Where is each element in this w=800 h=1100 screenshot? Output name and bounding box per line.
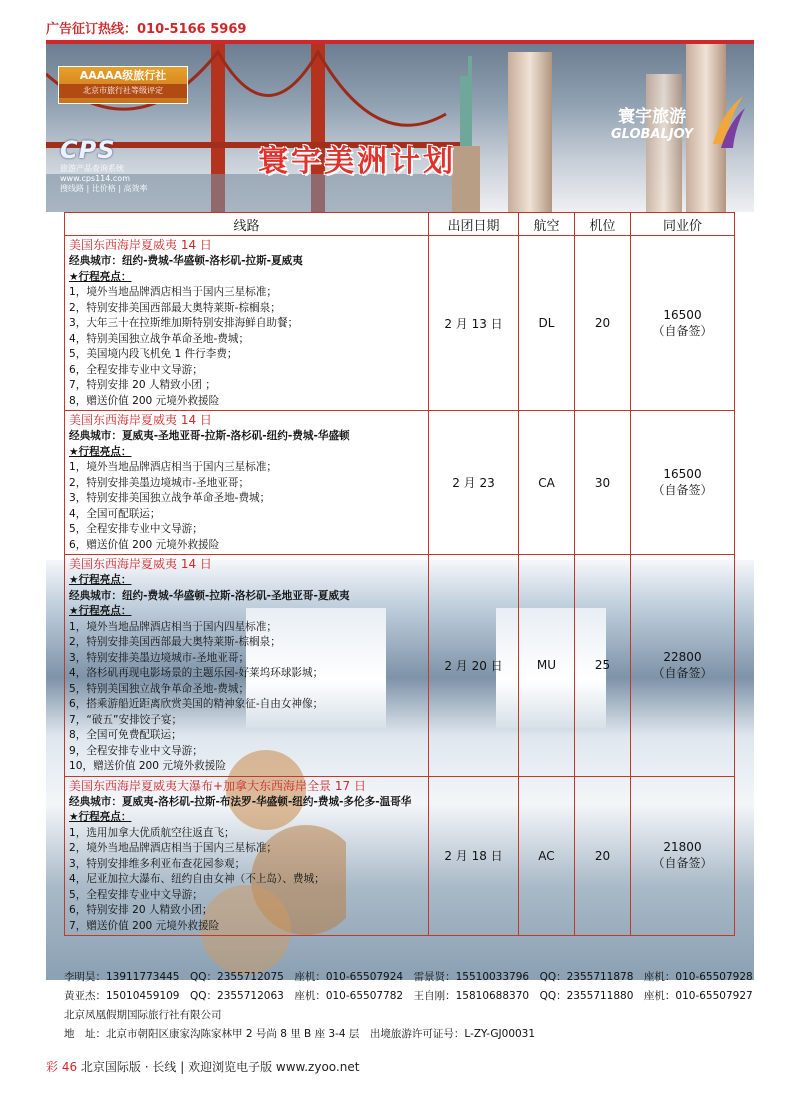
badge-rating: AAAAA级旅行社 — [79, 69, 167, 82]
date-cell: 2 月 20 日 — [429, 555, 519, 777]
seats-cell: 20 — [575, 776, 631, 936]
date-cell: 2 月 18 日 — [429, 776, 519, 936]
visa-note: （自备签） — [652, 665, 713, 680]
date-cell: 2 月 13 日 — [429, 236, 519, 411]
brand-name-cn: 寰宇旅游 — [618, 107, 687, 127]
visa-note: （自备签） — [652, 856, 713, 871]
table-row — [65, 776, 735, 936]
route-cell — [65, 776, 429, 936]
highlight-item: 4，尼亚加拉大瀑布、纽约自由女神（不上岛）、费城； — [69, 873, 325, 885]
price-cell — [631, 776, 735, 936]
highlight-item: 1，境外当地品牌酒店相当于国内四星标准； — [69, 620, 278, 633]
route-cell — [65, 236, 429, 411]
highlights-label: ★行程亮点： — [69, 811, 132, 823]
table-row — [65, 411, 735, 555]
statue-of-liberty-graphic — [446, 56, 486, 212]
airline-cell: MU — [519, 555, 575, 777]
seats-cell: 25 — [575, 555, 631, 777]
brand-name-en: GLOBALJOY — [611, 127, 694, 142]
highlight-item: 8，赠送价值 200 元境外救援险 — [69, 394, 220, 407]
highlight-item: 3，特别安排美国独立战争革命圣地-费城； — [69, 492, 271, 504]
highlight-item: 3，特别安排维多利亚布查花园参观； — [69, 857, 246, 870]
page-footer — [46, 1058, 754, 1075]
date-cell: 2 月 23 — [429, 411, 519, 555]
cps-desc: 旅游产品查询系统 — [60, 164, 124, 173]
ad-hotline: 广告征订热线：010-5166 5969 — [46, 22, 247, 37]
highlight-item: 4，全国可配联运； — [69, 507, 161, 520]
col-header-date: 出团日期 — [429, 213, 519, 236]
highlights-label: ★行程亮点： — [69, 270, 132, 283]
route-cell — [65, 555, 429, 777]
table-header-row — [65, 213, 735, 236]
col-header-route: 线路 — [65, 213, 429, 236]
highlights-label: ★行程亮点： — [69, 605, 132, 617]
route-title: 美国东西海岸夏威夷 14 日 — [69, 557, 212, 571]
highlight-item: 1，境外当地品牌酒店相当于国内三星标准； — [69, 461, 278, 473]
brand-logo — [611, 102, 693, 142]
cps-url: www.cps114.com — [60, 174, 130, 183]
cps-slogan: 搜线路 | 比价格 | 高效率 — [60, 184, 148, 193]
edition-label: 北京国际版 · 长线 — [80, 1060, 177, 1074]
highlight-item: 5，全程安排专业中文导游； — [69, 523, 203, 535]
brand-swoosh-icon — [711, 94, 745, 150]
price-cell — [631, 411, 735, 555]
col-header-price: 同业价 — [631, 213, 735, 236]
col-header-seats: 机位 — [575, 213, 631, 236]
highlight-item: 7，赠送价值 200 元境外救援险 — [69, 919, 220, 932]
route-title: 美国东西海岸夏威夷 14 日 — [69, 238, 212, 252]
highlight-item: 1，境外当地品牌酒店相当于国内三星标准； — [69, 286, 278, 298]
highlights-label-top: ★行程亮点： — [69, 574, 132, 586]
airline-cell: CA — [519, 411, 575, 555]
table-row — [65, 555, 735, 777]
route-cell — [65, 411, 429, 555]
skyscraper-1 — [508, 52, 552, 212]
skyscraper-3 — [646, 74, 682, 212]
route-cities: 经典城市：夏威夷-圣地亚哥-拉斯-洛杉矶-纽约-费城-华盛顿 — [69, 430, 350, 442]
price-cell — [631, 555, 735, 777]
route-cities: 经典城市：纽约-费城-华盛顿-拉斯-洛杉矶-圣地亚哥-夏威夷 — [69, 589, 350, 602]
airline-cell: DL — [519, 236, 575, 411]
company-name: 北京凤凰假期国际旅行社有限公司 — [64, 1009, 222, 1021]
tour-table — [64, 212, 735, 936]
price-value: 16500 — [663, 467, 702, 481]
highlight-item: 6，搭乘游船近距离欣赏美国的精神象征-自由女神像； — [69, 698, 324, 710]
highlight-item: 4，特别美国独立战争革命圣地-费城； — [69, 332, 250, 345]
contact-block — [64, 968, 754, 1044]
website-link[interactable]: 欢迎浏览电子版 www.zyoo.net — [188, 1060, 360, 1074]
footer-separator: | — [180, 1060, 185, 1074]
highlight-item: 2，境外当地品牌酒店相当于国内三星标准； — [69, 842, 278, 854]
contact-line: 黄亚杰：15010459109 QQ：2355712063 座机：010-65507782 王自刚：15810688370 QQ：2355711880 座机：010-65507927 — [64, 990, 753, 1002]
visa-note: （自备签） — [652, 323, 713, 338]
highlight-item: 6，全程安排专业中文导游； — [69, 363, 203, 376]
highlight-item: 4，洛杉矶再现电影场景的主题乐园-好莱坞环球影城； — [69, 667, 324, 679]
price-value: 16500 — [663, 307, 702, 322]
highlight-item: 3，特别安排美墨边境城市-圣地亚哥； — [69, 651, 250, 664]
highlight-item: 5，全程安排专业中文导游； — [69, 888, 203, 901]
highlight-item: 5，特别美国独立战争革命圣地-费城； — [69, 682, 250, 695]
highlight-item: 2，特别安排美国西部最大奥特莱斯-棕榈泉； — [69, 636, 281, 648]
highlight-item: 6，赠送价值 200 元境外救援险 — [69, 538, 220, 551]
company-address: 地 址：北京市朝阳区康家沟陈家林甲 2 号尚 8 里 B 座 3-4 层 出境旅游许可证号：L-ZY-GJ00031 — [64, 1028, 536, 1040]
rating-badge — [58, 66, 188, 104]
highlight-item: 2，特别安排美墨边境城市-圣地亚哥； — [69, 476, 250, 489]
seats-cell: 30 — [575, 411, 631, 555]
highlight-item: 5，美国境内段飞机免 1 件行李费； — [69, 348, 238, 360]
page-number: 彩 46 — [46, 1060, 78, 1074]
highlight-item: 10，赠送价值 200 元境外救援险 — [69, 760, 226, 772]
highlight-item: 2，特别安排美国西部最大奥特莱斯-棕榈泉； — [69, 301, 281, 314]
route-title: 美国东西海岸夏威夷大瀑布+加拿大东西海岸全景 17 日 — [69, 778, 366, 793]
highlights-label: ★行程亮点： — [69, 445, 132, 458]
highlight-item: 3，大年三十在拉斯维加斯特别安排海鲜自助餐； — [69, 317, 299, 329]
col-header-airline: 航空 — [519, 213, 575, 236]
cps-block — [60, 136, 148, 194]
visa-note: （自备签） — [652, 483, 713, 497]
highlight-item: 8，全国可免费配联运； — [69, 729, 182, 741]
contact-line: 李明昊：13911773445 QQ：2355712075 座机：010-65507924 雷景贤：15510033796 QQ：2355711878 座机：010-65507928 — [64, 971, 753, 983]
highlight-item: 7，特别安排 20 人精致小团 ； — [69, 379, 216, 391]
price-cell — [631, 236, 735, 411]
airline-cell: AC — [519, 776, 575, 936]
badge-authority: 北京市旅行社等级评定 — [59, 84, 187, 98]
header-banner — [46, 44, 754, 212]
highlight-item: 1，选用加拿大优质航空往返直飞； — [69, 826, 235, 839]
route-cities: 经典城市：纽约-费城-华盛顿-洛杉矶-拉斯-夏威夷 — [69, 255, 303, 267]
seats-cell: 20 — [575, 236, 631, 411]
route-cities: 经典城市：夏威夷-洛杉矶-拉斯-布法罗-华盛顿-纽约-费城-多伦多-温哥华 — [69, 795, 412, 808]
highlight-item: 7，“破五”安排饺子宴； — [69, 713, 183, 726]
price-value: 22800 — [663, 649, 702, 664]
highlight-item: 6，特别安排 20 人精致小团； — [69, 904, 213, 916]
price-value: 21800 — [663, 840, 702, 855]
table-row — [65, 236, 735, 411]
page-title: 寰宇美洲计划 — [258, 144, 456, 179]
route-title: 美国东西海岸夏威夷 14 日 — [69, 413, 212, 427]
highlight-item: 9，全程安排专业中文导游； — [69, 744, 203, 757]
cps-logo: CPS — [60, 136, 116, 164]
